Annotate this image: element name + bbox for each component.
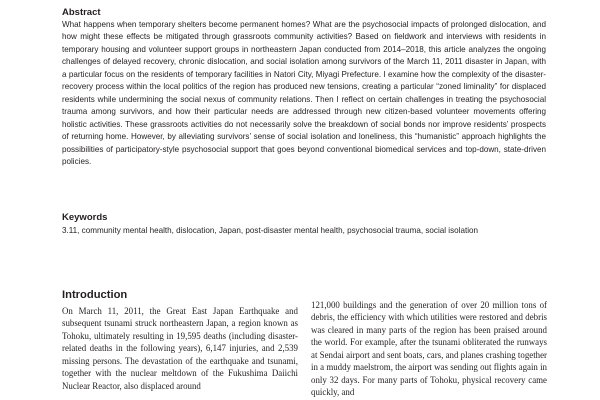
section-heading-introduction: Introduction [62,289,128,301]
keywords-heading: Keywords [62,212,108,223]
abstract-text: What happens when temporary shelters become permanent homes? What are the psychosocial impacts of prolonged dislocation, and how might these effects be mitigated through grassroots community activities? Based on fieldwork and interviews with residents in temporary housing and volunteer support groups in northeastern Japan conducted from 2014–2018, this article analyzes the ongoing challenges of delayed recovery, chronic dislocation, and social isolation among survivors of the March 11, 2011 disaster in Japan, with a particular focus on the residents of temporary facilities in Natori City, Miyagi Prefecture. I examine how the complexity of the disaster-recovery process within the local politics of the region has produced new tensions, creating a particular “zoned liminality” for displaced residents while undermining the social nexus of community relations. Then I reflect on certain challenges in treating the psychosocial trauma among survivors, and how their particular needs are addressed through new citizen-based volunteer movements offering holistic activities. These grassroots activities do not necessarily solve the breakdown of social bonds nor improve residents’ prospects of returning home. However, by alleviating survivors’ sense of social isolation and loneliness, this “humanistic” approach highlights the possibilities of participatory-style psychosocial support that goes beyond conventional biomedical services and top-down, state-driven policies. [62,20,546,166]
body-column-right: 121,000 buildings and the generation of over 20 million tons of debris, the efficiency with which utilities were restored and debris was cleared in many parts of the region has been praised around the world. For example, after the tsunami obliterated the runways at Sendai airport and sent boats, cars, and planes crashing together in a muddy maelstrom, the airport was sending out flights again in only 32 days. For many parts of Tohoku, physical recovery came quickly, and [311,300,547,398]
body-column-left: On March 11, 2011, the Great East Japan Earthquake and subsequent tsunami struck northeastern Japan, a region known as Tohoku, ultimately resulting in 19,595 deaths (including disaster-related deaths in the following years), 6,147 injuries, and 2,539 missing persons. The devastation of the earthquake and tsunami, together with the nuclear meltdown of the Fukushima Daiichi Nuclear Reactor, also displaced around [62,306,298,391]
keywords-text: 3.11, community mental health, dislocation, Japan, post-disaster mental health, psychosocial trauma, social isolation [62,226,478,235]
abstract-heading: Abstract [62,7,101,18]
